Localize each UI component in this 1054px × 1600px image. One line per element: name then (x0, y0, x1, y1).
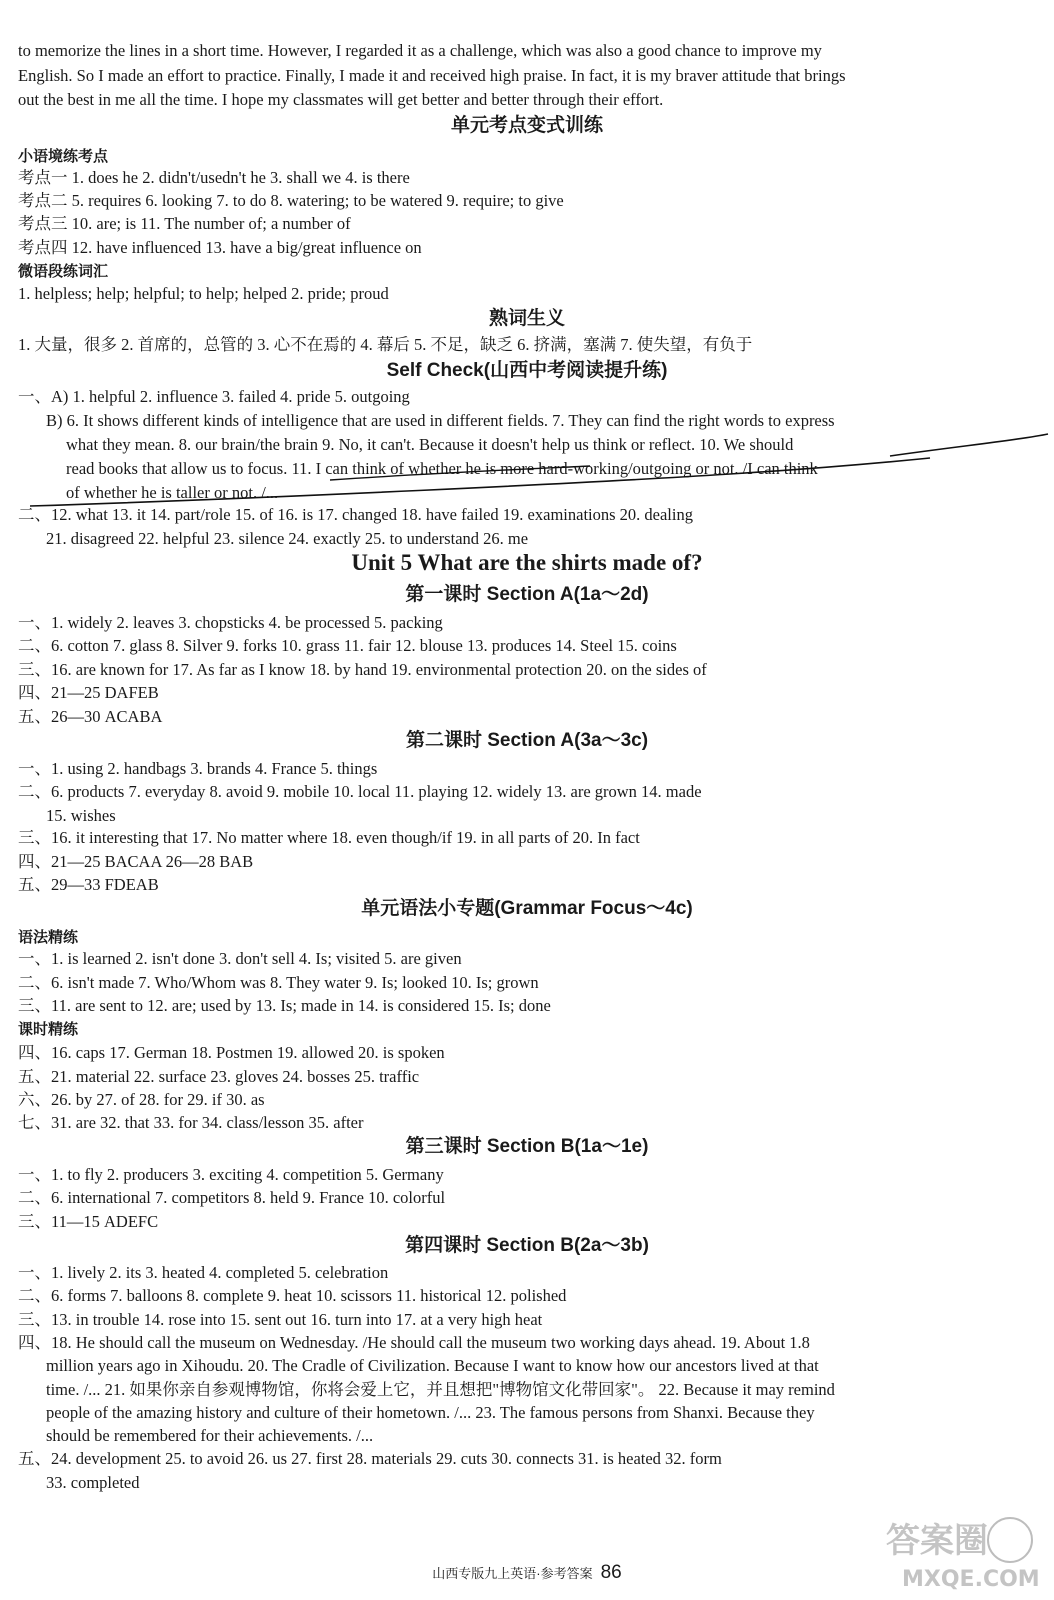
text-line: out the best in me all the time. I hope my classmates will get better and better through their effort. (18, 90, 664, 109)
answer-line: 1. helpless; help; helpful; to help; helped 2. pride; proud (18, 284, 389, 303)
answer-line: 一、1. using 2. handbags 3. brands 4. France 5. things (18, 759, 378, 778)
footer-text: 山西专版九上英语·参考答案 (432, 1566, 593, 1581)
answer-line: 三、16. are known for 17. As far as I know 18. by hand 19. environmental protection 20. on the sides of (18, 660, 707, 679)
answer-line: people of the amazing history and culture of their hometown. /... 23. The famous persons from Shanxi. Because they (46, 1403, 815, 1422)
answer-line: 1. 大量，很多 2. 首席的，总管的 3. 心不在焉的 4. 幕后 5. 不足，缺乏 6. 挤满，塞满 7. 使失望，有负于 (18, 335, 753, 354)
answer-line: 考点二 5. requires 6. looking 7. to do 8. watering; to be watered 9. require; to give (18, 191, 564, 210)
unit-title: Unit 5 What are the shirts made of? (351, 550, 703, 575)
section-title: Self Check(山西中考阅读提升练) (386, 360, 668, 381)
answer-line: 三、16. it interesting that 17. No matter where 18. even though/if 19. in all parts of 20. In fact (18, 828, 640, 847)
answer-line: B) 6. It shows different kinds of intelligence that are used in different fields. 7. They can find the right words to express (46, 411, 835, 430)
answer-line: 五、24. development 25. to avoid 26. us 27. first 28. materials 29. cuts 30. connects 31. is heated 32. form (18, 1449, 722, 1468)
answer-line: 考点一 1. does he 2. didn't/usedn't he 3. shall we 4. is there (18, 168, 410, 187)
answer-line: 五、21. material 22. surface 23. gloves 24. bosses 25. traffic (18, 1067, 420, 1086)
section-title: 单元考点变式训练 (450, 115, 603, 136)
answer-line: 二、6. isn't made 7. Who/Whom was 8. They water 9. Is; looked 10. Is; grown (18, 973, 539, 992)
answer-line: 四、21—25 BACAA 26—28 BAB (18, 852, 254, 871)
answer-line: 一、1. is learned 2. isn't done 3. don't sell 4. Is; visited 5. are given (18, 949, 462, 968)
answer-line: 二、6. international 7. competitors 8. held 9. France 10. colorful (18, 1188, 446, 1207)
answer-line: 考点三 10. are; is 11. The number of; a number of (18, 214, 351, 233)
answer-line: 三、13. in trouble 14. rose into 15. sent out 16. turn into 17. at a very high heat (18, 1310, 543, 1329)
section-title: 熟词生义 (488, 308, 565, 329)
answer-line: million years ago in Xihoudu. 20. The Cradle of Civilization. Because I want to know how our ancestors lived at that (46, 1356, 819, 1375)
answer-line: 二、6. products 7. everyday 8. avoid 9. mobile 10. local 11. playing 12. widely 13. are grown 14. made (18, 782, 702, 801)
page-number: 86 (600, 1562, 622, 1583)
answer-line: 二、6. cotton 7. glass 8. Silver 9. forks 10. grass 11. fair 12. blouse 13. produces 14. Steel 15. coins (18, 636, 677, 655)
answer-line: 三、11. are sent to 12. are; used by 13. Is; made in 14. is considered 15. Is; done (18, 996, 551, 1015)
answer-line: 四、21—25 DAFEB (18, 683, 159, 702)
answer-line: 七、31. are 32. that 33. for 34. class/lesson 35. after (18, 1113, 364, 1132)
answer-line: should be remembered for their achievements. /... (46, 1426, 374, 1445)
answer-line: 一、A) 1. helpful 2. influence 3. failed 4. pride 5. outgoing (18, 387, 410, 406)
sub-heading: 微语段练词汇 (18, 263, 109, 280)
section-title: 第一课时 Section A(1a～2d) (405, 584, 649, 605)
watermark-logo (880, 1512, 1040, 1592)
answer-line: 四、18. He should call the museum on Wednesday. /He should call the museum two working days ahead. 19. About 1.8 (18, 1333, 810, 1352)
answer-line: 一、1. to fly 2. producers 3. exciting 4. competition 5. Germany (18, 1165, 444, 1184)
answer-line: 15. wishes (46, 806, 116, 825)
answer-line: 二、6. forms 7. balloons 8. complete 9. heat 10. scissors 11. historical 12. polished (18, 1286, 567, 1305)
answer-line: 考点四 12. have influenced 13. have a big/great influence on (18, 238, 422, 257)
answer-line: 一、1. widely 2. leaves 3. chopsticks 4. be processed 5. packing (18, 613, 443, 632)
sub-heading: 语法精练 (18, 929, 79, 946)
answer-line: 二、12. what 13. it 14. part/role 15. of 16. is 17. changed 18. have failed 19. examinations 20. dealing (18, 505, 693, 524)
answer-line: 五、26—30 ACABA (18, 707, 163, 726)
text-line: English. So I made an effort to practice. Finally, I made it and received high praise. In fact, it is my braver attitude that brings (18, 66, 846, 85)
answer-line: time. /... 21. 如果你亲自参观博物馆，你将会爱上它，并且想把"博物馆文化带回家"。 22. Because it may remind (46, 1380, 835, 1399)
answer-line: what they mean. 8. our brain/the brain 9. No, it can't. Because it doesn't help us think or reflect. 10. We should (66, 435, 794, 454)
sub-heading: 小语境练考点 (18, 148, 109, 165)
text-line: to memorize the lines in a short time. However, I regarded it as a challenge, which was also a good chance to improve my (18, 41, 822, 60)
answer-line: 四、16. caps 17. German 18. Postmen 19. allowed 20. is spoken (18, 1043, 445, 1062)
answer-line: 三、11—15 ADEFC (18, 1212, 159, 1231)
answer-line: 33. completed (46, 1473, 140, 1492)
answer-line: of whether he is taller or not. /... (66, 483, 279, 502)
answer-line: 六、26. by 27. of 28. for 29. if 30. as (18, 1090, 265, 1109)
watermark-bottom: MXQE.COM (902, 1567, 1040, 1592)
answer-line: 五、29—33 FDEAB (18, 875, 159, 894)
watermark-top: 答案圈 (886, 1521, 988, 1561)
answer-line: 一、1. lively 2. its 3. heated 4. completed 5. celebration (18, 1263, 389, 1282)
section-title: 单元语法小专题(Grammar Focus～4c) (361, 898, 693, 919)
section-title: 第二课时 Section A(3a～3c) (405, 730, 649, 751)
answer-line: 21. disagreed 22. helpful 23. silence 24. exactly 25. to understand 26. me (46, 529, 529, 548)
section-title: 第四课时 Section B(2a～3b) (405, 1235, 649, 1256)
section-title: 第三课时 Section B(1a～1e) (405, 1136, 649, 1157)
answer-line: read books that allow us to focus. 11. I can think of whether he is more hard-working/outgoing or not. /I can think (66, 459, 818, 478)
sub-heading: 课时精练 (18, 1021, 79, 1038)
